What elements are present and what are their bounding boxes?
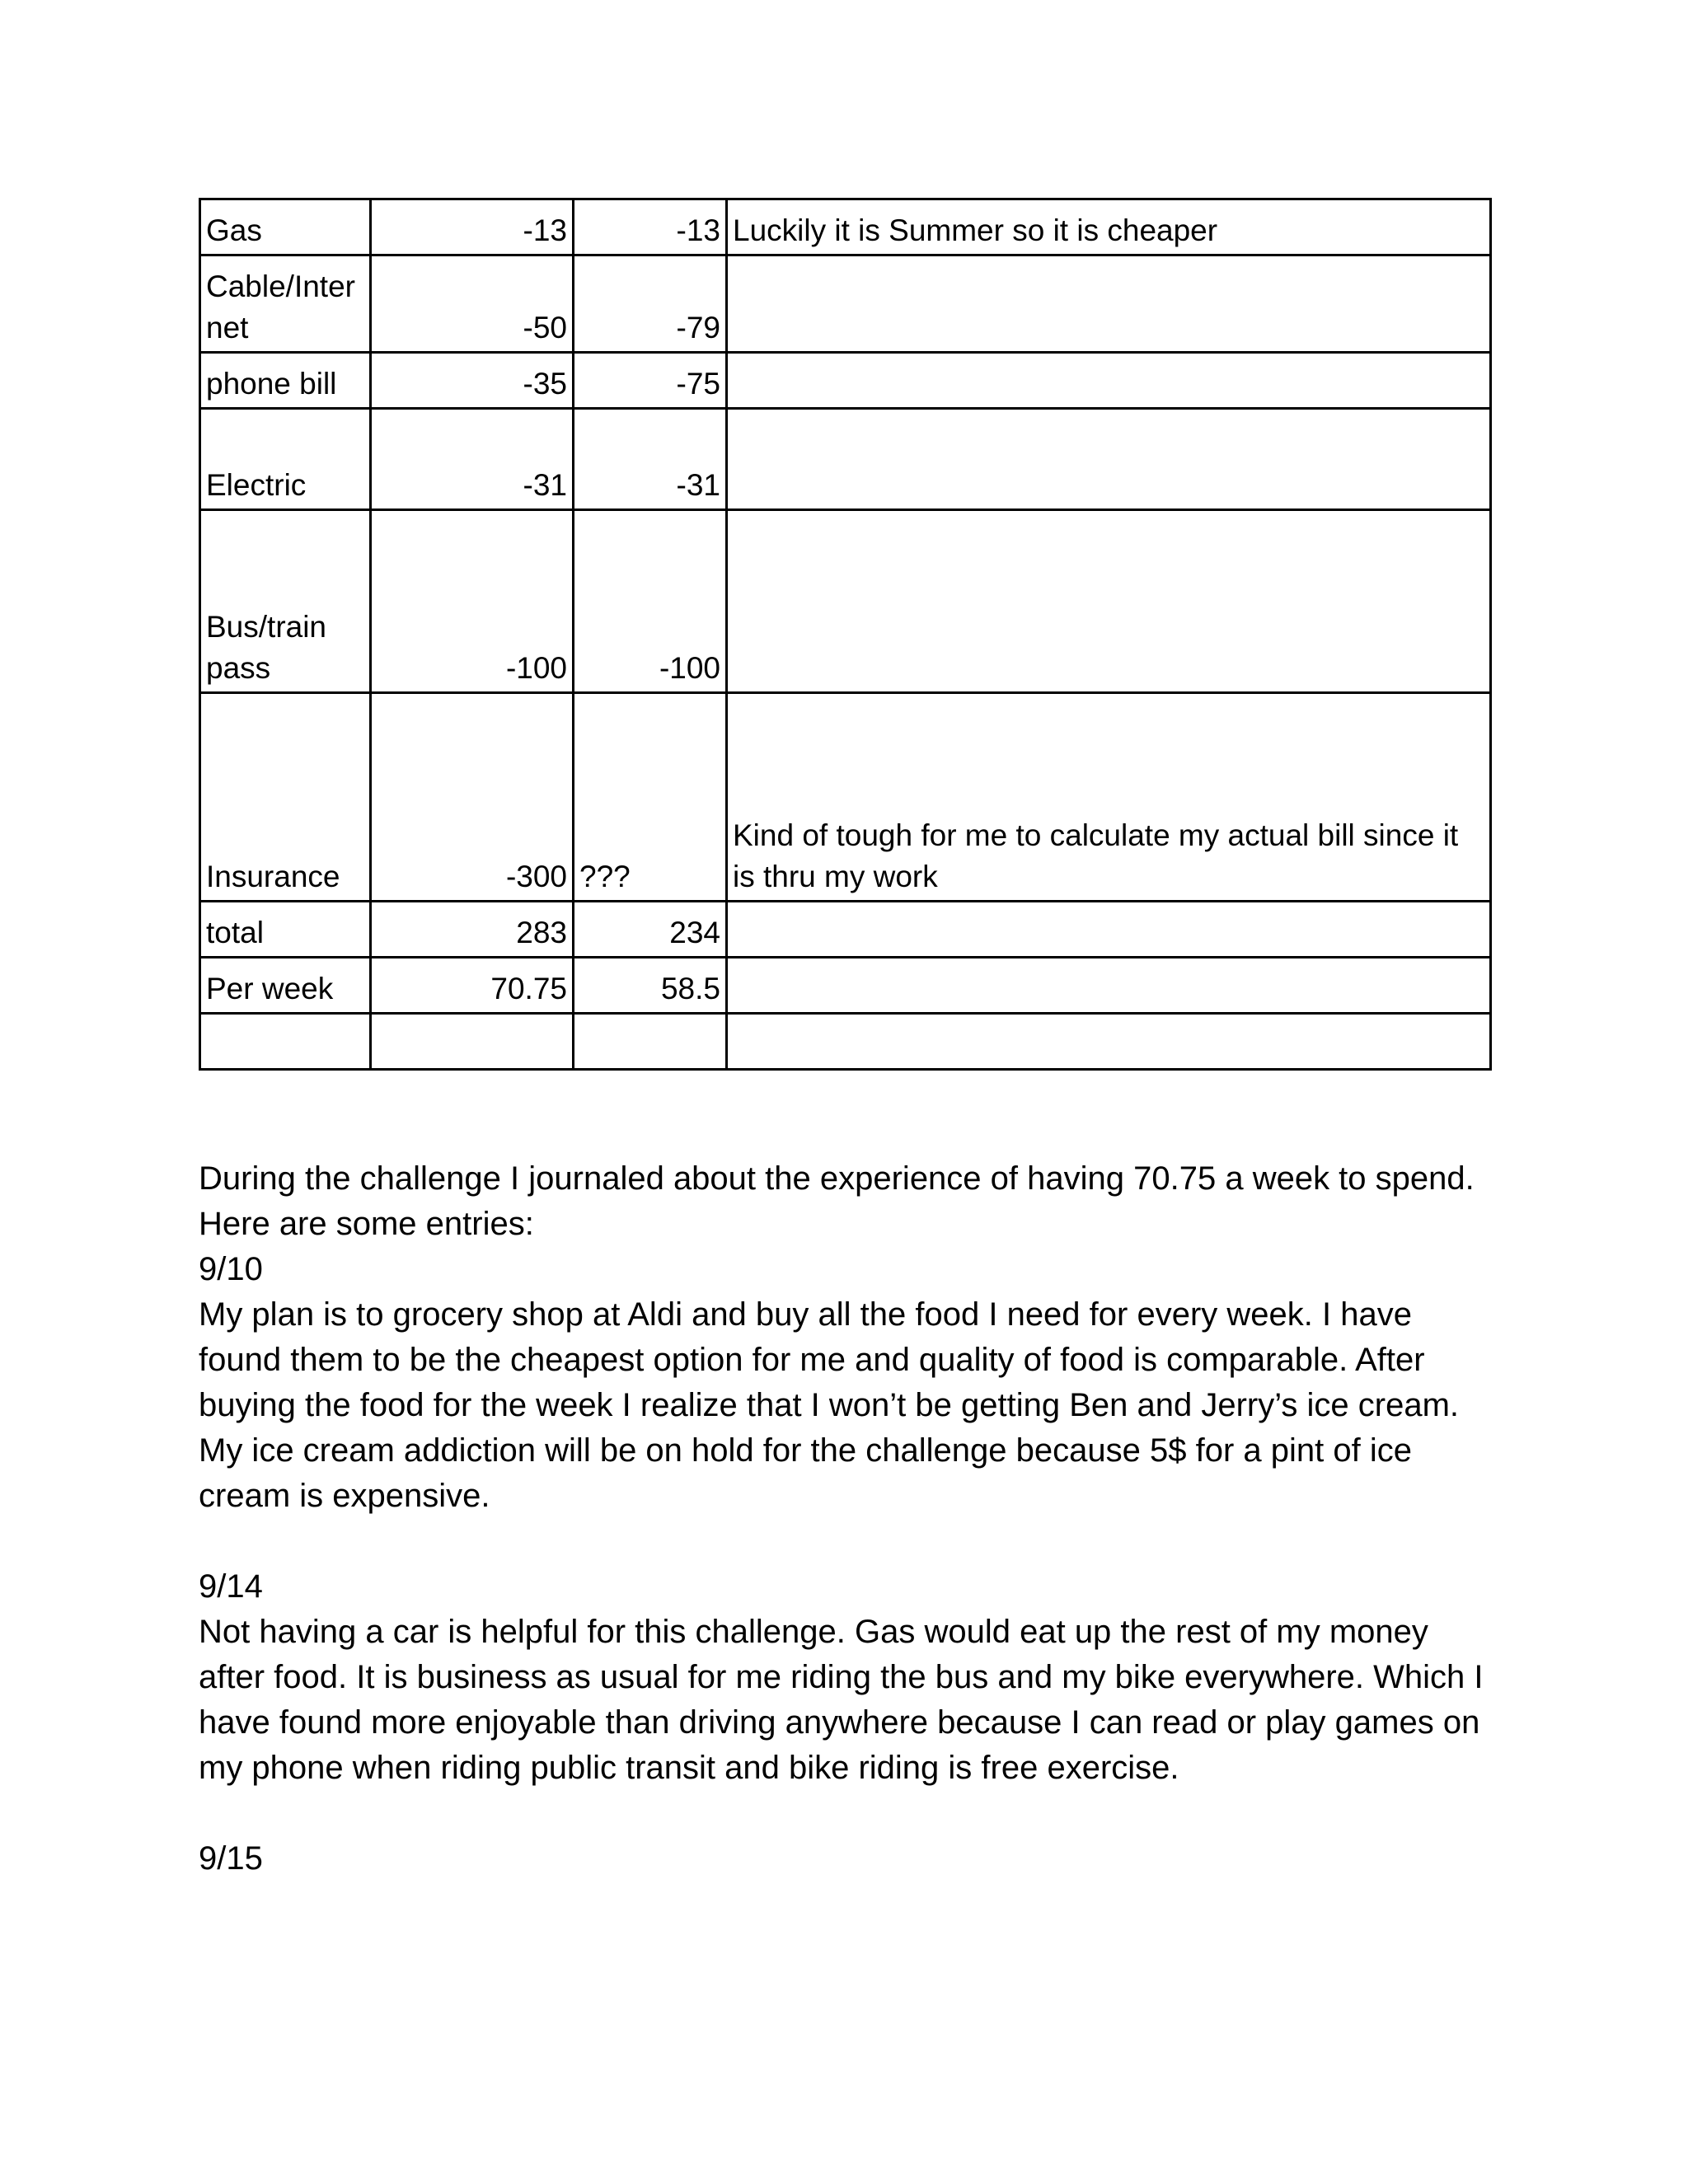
note-cell: Kind of tough for me to calculate my actual bill since it is thru my work xyxy=(727,693,1491,902)
journal-intro: During the challenge I journaled about the experience of having 70.75 a week to spend. Here are some entries: xyxy=(199,1160,1475,1242)
note-cell xyxy=(727,510,1491,693)
budget-cell: -31 xyxy=(371,409,574,510)
note-cell xyxy=(727,1014,1491,1070)
entry-text: Not having a car is helpful for this challenge. Gas would eat up the rest of my money after food. It is business as usual for me riding the bus and my bike everywhere. Which I have found more enjoyable than driving anywhere because I can read or play games on my phone when riding public transit and bike riding is free exercise. xyxy=(199,1614,1484,1786)
actual-cell: -31 xyxy=(574,409,727,510)
actual-cell: 234 xyxy=(574,902,727,958)
budget-cell: 283 xyxy=(371,902,574,958)
item-cell: Insurance xyxy=(200,693,371,902)
budget-cell: 70.75 xyxy=(371,958,574,1014)
budget-cell: -35 xyxy=(371,353,574,409)
note-cell xyxy=(727,353,1491,409)
budget-cell xyxy=(371,1014,574,1070)
item-cell: Per week xyxy=(200,958,371,1014)
budget-table xyxy=(199,198,1492,1071)
actual-cell: -79 xyxy=(574,255,727,353)
note-cell xyxy=(727,958,1491,1014)
budget-cell: -300 xyxy=(371,693,574,902)
table-row xyxy=(200,409,1491,510)
actual-cell: 58.5 xyxy=(574,958,727,1014)
budget-cell: -50 xyxy=(371,255,574,353)
table-row xyxy=(200,1014,1491,1070)
actual-cell: -75 xyxy=(574,353,727,409)
actual-cell xyxy=(574,1014,727,1070)
note-cell xyxy=(727,409,1491,510)
entry-date: 9/10 xyxy=(199,1251,263,1287)
budget-cell: -13 xyxy=(371,199,574,255)
table-row xyxy=(200,510,1491,693)
paragraph-spacer xyxy=(199,1519,1501,1564)
item-cell xyxy=(200,255,371,353)
item-cell: total xyxy=(200,902,371,958)
note-cell: Luckily it is Summer so it is cheaper xyxy=(727,199,1491,255)
table-row xyxy=(200,353,1491,409)
item-cell xyxy=(200,510,371,693)
entry-text: My plan is to grocery shop at Aldi and buy all the food I need for every week. I have found them to be the cheapest option for me and quality of food is comparable. After buying the food for the week I realize that I won’t be getting Ben and Jerry’s ice cream. My ice cream addiction will be on hold for the challenge because 5$ for a pint of ice cream is expensive. xyxy=(199,1296,1460,1514)
paragraph-spacer xyxy=(199,1791,1501,1836)
table-row xyxy=(200,693,1491,902)
actual-cell: -13 xyxy=(574,199,727,255)
budget-cell: -100 xyxy=(371,510,574,693)
table-row xyxy=(200,255,1491,353)
item-cell: Gas xyxy=(200,199,371,255)
item-line: Bus/train pass xyxy=(206,610,327,685)
table-row xyxy=(200,902,1491,958)
journal-section xyxy=(199,1156,1501,1882)
note-cell xyxy=(727,902,1491,958)
item-cell xyxy=(200,1014,371,1070)
entry-date: 9/14 xyxy=(199,1568,263,1605)
actual-cell: ??? xyxy=(574,693,727,902)
item-cell: Electric xyxy=(200,409,371,510)
item-cell: phone bill xyxy=(200,353,371,409)
item-line: Cable/Inter net xyxy=(206,269,355,344)
table-row xyxy=(200,199,1491,255)
note-cell xyxy=(727,255,1491,353)
table-row xyxy=(200,958,1491,1014)
entry-date: 9/15 xyxy=(199,1840,263,1877)
actual-cell: -100 xyxy=(574,510,727,693)
